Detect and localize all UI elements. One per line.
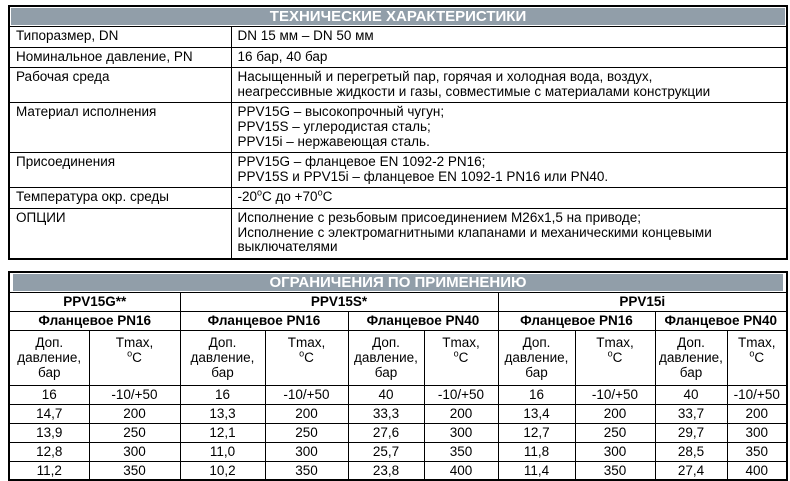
spec-value-line: 16 бар, 40 бар [237, 48, 328, 64]
data-cell: 350 [89, 461, 180, 480]
spec-table-header-row [9, 6, 787, 27]
data-cell: 12,7 [498, 423, 575, 442]
data-cell: 250 [575, 423, 655, 442]
data-cell: -10/+50 [727, 385, 787, 404]
spec-value-line: DN 15 мм – DN 50 мм [237, 28, 374, 43]
data-cell: 25,7 [348, 442, 424, 461]
data-cell: 12,1 [180, 423, 265, 442]
data-cell: 23,8 [348, 461, 424, 480]
degree-superscript: о [299, 348, 305, 359]
data-cell: 12,8 [9, 442, 89, 461]
data-cell: 300 [575, 442, 655, 461]
flange-header: Фланцевое PN16 [9, 311, 180, 330]
data-cell: 200 [575, 404, 655, 423]
spec-table-header-cell [9, 6, 787, 27]
data-cell: 29,7 [655, 423, 727, 442]
data-cell: -10/+50 [575, 385, 655, 404]
data-cell: 27,6 [348, 423, 424, 442]
data-cell: 10,2 [180, 461, 265, 480]
spec-label: ОПЦИИ [9, 208, 231, 258]
data-cell: 300 [89, 442, 180, 461]
pressure-header: Доп. давление, бар [655, 330, 727, 385]
pressure-header: Доп. давление, бар [9, 330, 89, 385]
tmax-label: Tmax, [596, 334, 634, 350]
data-cell: 250 [89, 423, 180, 442]
spec-row-options [9, 208, 787, 258]
tmax-unit: $^о$С [607, 348, 623, 365]
data-cell: -10/+50 [89, 385, 180, 404]
spec-row-ambient-temp [9, 188, 787, 209]
spec-value-line: PPV15S – углеродистая сталь; [237, 118, 431, 134]
flange-header: Фланцевое PN40 [348, 311, 498, 330]
spec-label: Типоразмер, DN [9, 27, 231, 48]
spec-row-dn [9, 27, 787, 48]
data-cell: 11,8 [498, 442, 575, 461]
model-group-row [9, 292, 787, 311]
data-cell: 300 [424, 423, 498, 442]
tmax-label: Tmax, [287, 334, 326, 350]
tmax-header [575, 330, 655, 385]
spec-label: Номинальное давление, PN [9, 47, 231, 68]
data-cell: 350 [727, 442, 787, 461]
model-group-ppv15i: PPV15i [498, 292, 787, 311]
spec-value-line: выключателями [237, 239, 338, 255]
data-cell: 200 [424, 404, 498, 423]
degree-superscript: о [607, 348, 613, 359]
spec-label: Рабочая среда [9, 68, 231, 103]
spec-value-line: PPV15S и PPV15i – фланцевое EN 1092-1 PN16 или PN40. [237, 168, 609, 184]
spec-row-pn [9, 47, 787, 68]
data-cell: 200 [89, 404, 180, 423]
data-cell: 200 [727, 404, 787, 423]
spec-value [231, 153, 787, 188]
limits-row-250 [9, 423, 787, 442]
limits-table-header-cell [9, 272, 787, 293]
data-cell: 200 [265, 404, 348, 423]
tmax-label: Tmax, [115, 334, 154, 350]
data-cell: 16 [498, 385, 575, 404]
spec-table-title: ТЕХНИЧЕСКИЕ ХАРАКТЕРИСТИКИ [11, 8, 785, 25]
limits-row-300 [9, 442, 787, 461]
data-cell: 350 [575, 461, 655, 480]
spec-value [231, 47, 787, 68]
degree-superscript: о [749, 348, 755, 359]
tmax-unit: $^о$С [299, 348, 314, 365]
tmax-header [727, 330, 787, 385]
spec-value-line: PPV15G – высокопрочный чугун; [237, 104, 445, 120]
data-cell: 300 [727, 423, 787, 442]
model-group-ppv15g: PPV15G** [9, 292, 180, 311]
data-cell: 300 [265, 442, 348, 461]
tmax-label: Tmax, [442, 334, 480, 350]
degree-superscript: о [453, 348, 459, 359]
tmax-header [89, 330, 180, 385]
data-cell: 33,3 [348, 404, 424, 423]
data-cell: 400 [424, 461, 498, 480]
spec-label: Присоединения [9, 153, 231, 188]
tmax-header [424, 330, 498, 385]
spec-value-line: PPV15i – нержавеющая сталь. [237, 133, 430, 149]
spec-row-media [9, 68, 787, 103]
subheader-row [9, 330, 787, 385]
data-cell: 16 [180, 385, 265, 404]
tmax-unit: $^о$С [453, 348, 469, 365]
data-cell: 350 [265, 461, 348, 480]
limits-table-title: ОГРАНИЧЕНИЯ ПО ПРИМЕНЕНИЮ [13, 274, 783, 291]
data-cell: 27,4 [655, 461, 727, 480]
data-cell: 400 [727, 461, 787, 480]
spec-label: Температура окр. среды [9, 188, 231, 209]
data-cell: 40 [348, 385, 424, 404]
limits-table-header-row [9, 272, 787, 293]
temp-range-text: -20 [237, 189, 258, 205]
limits-row-200 [9, 404, 787, 423]
spec-table [8, 5, 788, 260]
temp-range-text: С [322, 189, 333, 205]
spec-value [231, 68, 787, 103]
spec-value-line: неагрессивные жидкости и газы, совместимые с материалами конструкции [237, 83, 711, 99]
spec-value [231, 27, 787, 48]
data-cell: 28,5 [655, 442, 727, 461]
pressure-header: Доп. давление, бар [348, 330, 424, 385]
spec-row-connections [9, 153, 787, 188]
limits-table [8, 271, 788, 481]
flange-header: Фланцевое PN40 [655, 311, 787, 330]
data-cell: 11,0 [180, 442, 265, 461]
flange-header-row [9, 311, 787, 330]
limits-row-350 [9, 461, 787, 480]
pressure-header: Доп. давление, бар [180, 330, 265, 385]
spec-value-line: PPV15G – фланцевое EN 1092-2 PN16; [237, 154, 486, 170]
data-cell: 13,3 [180, 404, 265, 423]
degree-superscript: о [257, 187, 263, 198]
spec-value [231, 208, 787, 258]
degree-superscript: о [127, 348, 133, 359]
data-cell: 11,4 [498, 461, 575, 480]
data-cell: 16 [9, 385, 89, 404]
data-cell: 350 [424, 442, 498, 461]
spec-value [231, 188, 787, 209]
spec-label: Материал исполнения [9, 103, 231, 153]
tmax-unit: $^о$С [749, 348, 765, 365]
tmax-label: Tmax, [738, 334, 776, 350]
spec-value-line: Исполнение с электромагнитными клапанами и механическими концевыми [237, 224, 712, 240]
model-group-ppv15s: PPV15S* [180, 292, 498, 311]
limits-row-nominal [9, 385, 787, 404]
degree-superscript: о [317, 187, 323, 198]
data-cell: 40 [655, 385, 727, 404]
tmax-header [265, 330, 348, 385]
spec-row-material [9, 103, 787, 153]
temp-range-text: С до +70 [262, 189, 318, 205]
pressure-header: Доп. давление, бар [498, 330, 575, 385]
data-cell: 33,7 [655, 404, 727, 423]
flange-header: Фланцевое PN16 [180, 311, 348, 330]
spec-value [231, 103, 787, 153]
data-cell: -10/+50 [265, 385, 348, 404]
tmax-unit: $^о$С [127, 348, 142, 365]
data-cell: -10/+50 [424, 385, 498, 404]
spec-value-line: Насыщенный и перегретый пар, горячая и холодная вода, воздух, [237, 69, 653, 85]
data-cell: 14,7 [9, 404, 89, 423]
data-cell: 250 [265, 423, 348, 442]
data-cell: 13,9 [9, 423, 89, 442]
data-cell: 11,2 [9, 461, 89, 480]
spec-value-line: Исполнение с резьбовым присоединением М26х1,5 на приводе; [237, 209, 642, 225]
data-cell: 13,4 [498, 404, 575, 423]
flange-header: Фланцевое PN16 [498, 311, 655, 330]
